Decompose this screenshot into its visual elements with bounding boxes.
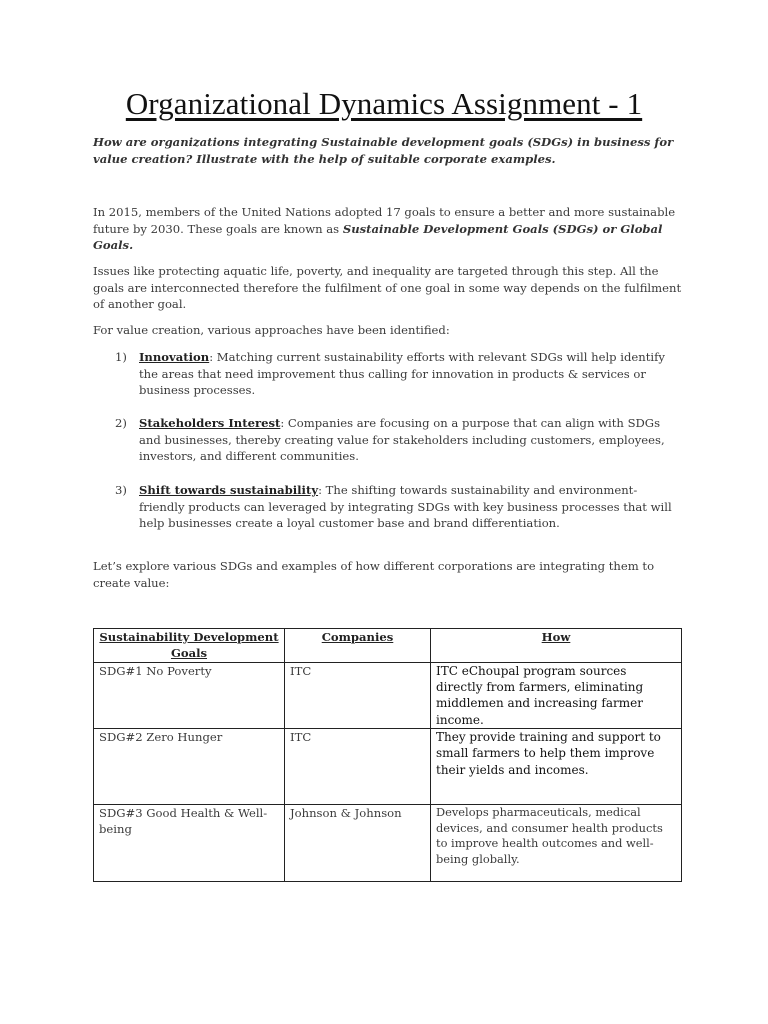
header-companies: Companies [285, 629, 431, 663]
cell-how: ITC eChoupal program sources directly from farmers, eliminating middlemen and increasing farmer income. [431, 662, 682, 728]
cell-how: Develops pharmaceuticals, medical devices, and consumer health products to improve health outcomes and well-being globally. [431, 805, 682, 882]
approach-text: : Companies are focusing on a purpose that can align with SDGs and businesses, thereby creating value for stakeholders including customers, employees, investors, and different communities. [139, 416, 665, 464]
approach-number: 1) [115, 350, 127, 364]
approach-number: 2) [115, 416, 127, 430]
header-sdg: Sustainability Development Goals [94, 629, 285, 663]
approach-text: : The shifting towards sustainability and environment-friendly products can leveraged by integrating SDGs with key business processes that will help businesses create a loyal customer base and brand differentiation. [139, 483, 672, 531]
table-row [94, 662, 682, 728]
intro-paragraph [93, 204, 683, 254]
cell-company: Johnson & Johnson [285, 805, 431, 882]
table-row [94, 729, 682, 805]
intro-emphasis: Sustainable Development Goals (SDGs) or Global Goals. [93, 221, 663, 253]
issues-paragraph: Issues like protecting aquatic life, poverty, and inequality are targeted through this step. All the goals are interconnected therefore the fulfilment of one goal in some way depends on the fulfilment of another goal. [93, 264, 682, 312]
approaches-intro: For value creation, various approaches have been identified: [93, 323, 450, 337]
header-how: How [431, 629, 682, 663]
cell-sdg: SDG#1 No Poverty [94, 662, 285, 728]
cell-sdg: SDG#3 Good Health & Well-being [94, 805, 285, 882]
sdg-table [93, 628, 682, 882]
table-row [94, 805, 682, 882]
assignment-question: How are organizations integrating Sustainable development goals (SDGs) in business for value creation? Illustrate with the help of suitable corporate examples. [93, 135, 674, 166]
approach-number: 3) [115, 483, 127, 497]
cell-company: ITC [285, 662, 431, 728]
approach-text: : Matching current sustainability efforts with relevant SDGs will help identify the areas that need improvement thus calling for innovation in products & services or business processes. [139, 350, 665, 398]
approach-term: Innovation [139, 350, 210, 364]
explore-paragraph: Let’s explore various SDGs and examples of how different corporations are integrating them to create value: [93, 559, 655, 590]
document-title: Organizational Dynamics Assignment - 1 [125, 86, 643, 121]
approach-term: Shift towards sustainability [139, 483, 319, 497]
intro-text: In 2015, members of the United Nations adopted 17 goals to ensure a better and more sustainable future by 2030. These goals are known as [93, 205, 676, 236]
cell-company: ITC [285, 729, 431, 805]
cell-how: They provide training and support to small farmers to help them improve their yields and incomes. [431, 729, 682, 805]
table-header-row [94, 629, 682, 663]
cell-sdg: SDG#2 Zero Hunger [94, 729, 285, 805]
approach-term: Stakeholders Interest [139, 416, 281, 430]
